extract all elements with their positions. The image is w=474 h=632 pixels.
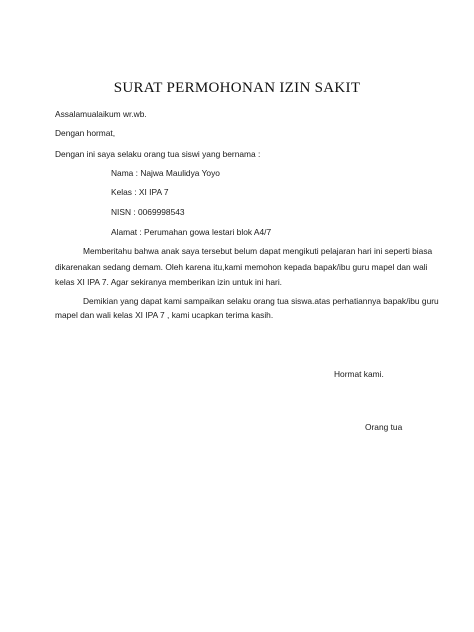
paragraph1-line3: kelas XI IPA 7. Agar sekiranya memberikan izin untuk ini hari. bbox=[55, 277, 283, 287]
signature-text: Orang tua bbox=[365, 422, 403, 432]
paragraph1-line2: dikarenakan sedang demam. Oleh karena itu,kami memohon kepada bapak/ibu guru mapel dan wali bbox=[55, 262, 428, 272]
paragraph1-line1: Memberitahu bahwa anak saya tersebut belum dapat mengikuti pelajaran hari ini seperti biasa bbox=[83, 246, 433, 256]
field-nisn: NISN : 0069998543 bbox=[111, 207, 185, 217]
field-kelas: Kelas : XI IPA 7 bbox=[111, 187, 169, 197]
closing-text: Hormat kami. bbox=[334, 369, 384, 379]
salutation: Dengan hormat, bbox=[55, 128, 116, 138]
letter-title: SURAT PERMOHONAN IZIN SAKIT bbox=[113, 80, 361, 96]
field-alamat: Alamat : Perumahan gowa lestari blok A4/7 bbox=[111, 227, 272, 237]
greeting: Assalamualaikum wr.wb. bbox=[55, 109, 147, 119]
paragraph2-line2: mapel dan wali kelas XI IPA 7 , kami ucapkan terima kasih. bbox=[55, 310, 274, 320]
field-nama: Nama : Najwa Maulidya Yoyo bbox=[111, 168, 220, 178]
intro-text: Dengan ini saya selaku orang tua siswi yang bernama : bbox=[55, 149, 261, 159]
paragraph2-line1: Demikian yang dapat kami sampaikan selaku orang tua siswa.atas perhatiannya bapak/ibu guru bbox=[83, 296, 439, 306]
